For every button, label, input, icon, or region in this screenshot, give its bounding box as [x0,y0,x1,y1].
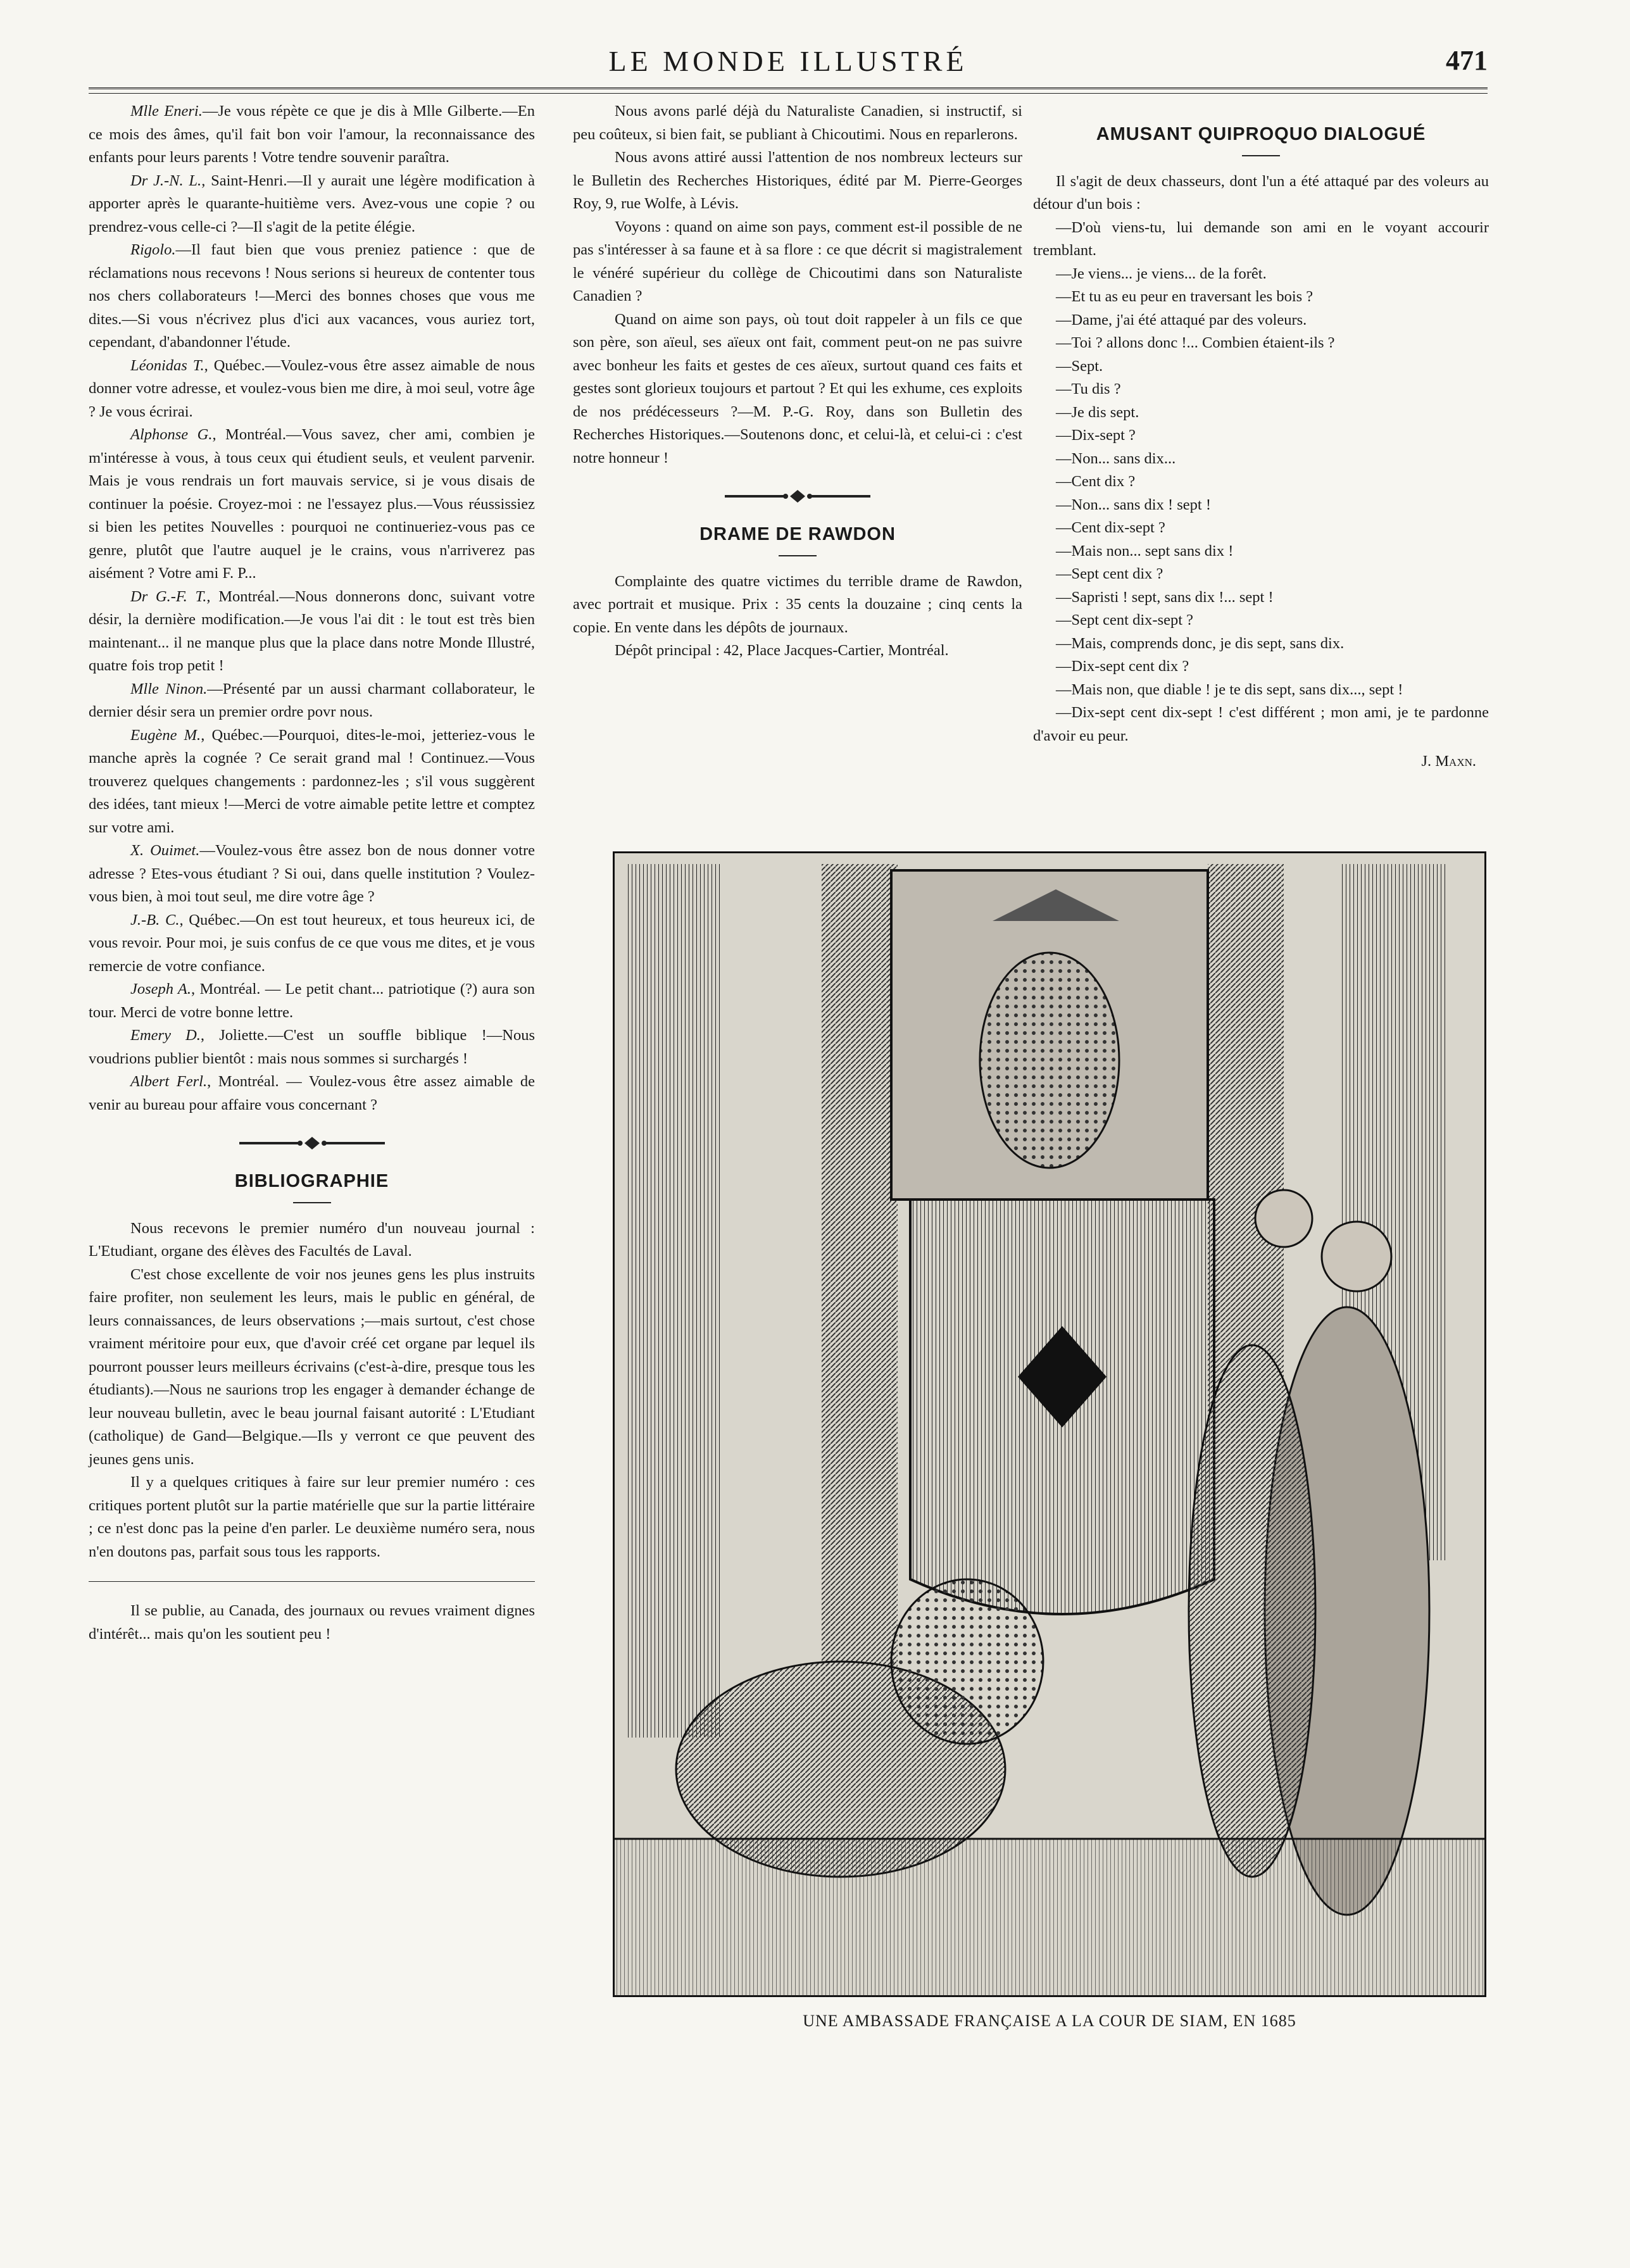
dialog-line: —Cent dix-sept ? [1056,519,1165,536]
dialog-line: —Tu dis ? [1056,380,1121,398]
dialog-line: —Sept cent dix-sept ? [1056,611,1194,629]
closing-paragraph: Il se publie, au Canada, des journaux ou revues vraiment dignes d'intérêt... mais qu'on les soutient peu ! [89,1602,535,1643]
correspondence-text: —Présenté par un aussi charmant collaborateur, le dernier désir sera un premier ordre povr nous. [89,680,535,720]
dialog-line: —Mais non... sept sans dix ! [1056,542,1234,560]
correspondent-name: Léonidas T. [130,356,204,374]
separator-rule [89,1581,535,1582]
correspondence-entry [89,1024,535,1070]
drame-paragraph: Complainte des quatre victimes du terrible drame de Rawdon, avec portrait et musique. Prix : 35 cents la douzaine ; cinq cents la copie. En vente dans les dépôts de journaux. [573,572,1022,636]
bibliography-title: BIBLIOGRAPHIE [234,1171,389,1191]
dialog-line: —Non... sans dix... [1056,449,1176,467]
correspondence-entry [89,100,535,170]
correspondent-name: Alphonse G. [130,426,213,443]
correspondence-text: —Je vous répète ce que je dis à Mlle Gilberte.—En ce mois des âmes, qu'il fait bon voir l'amour, la reconnaissance des enfants pour leurs parents ! Votre tendre souvenir paraîtra. [89,103,536,166]
title-rule [779,555,817,556]
correspondence-text: , Québec.—Voulez-vous être assez aimable de nous donner votre adresse, et voulez-vous bien me dire, à moi seul, votre âge ? Je vous écrirai. [89,356,535,420]
dialog-line: —Je dis sept. [1056,403,1139,421]
column-left [89,100,535,1646]
bibliography-paragraph: Il y a quelques critiques à faire sur leur premier numéro : ces critiques portent plutôt sur la partie matérielle que sur la partie littéraire ; ce n'est donc pas la peine d'en parler. Le deuxième numéro sera, nous n'en doutons pas, parfait sous tous les rapports. [89,1474,535,1560]
correspondent-name: J.-B. C. [130,911,180,929]
correspondence-text: , Montréal.—Nous donnerons donc, suivant votre désir, la dernière modification.—Je vous l'ai dit : le tout est très bien maintenant... il ne manque plus que la place dans notre Monde Illustré, quatre fois trop petit ! [89,587,535,674]
correspondence-entry [89,724,535,840]
dialog-intro: Il s'agit de deux chasseurs, dont l'un a été attaqué par des voleurs au détour d'un bois : [1033,172,1489,213]
correspondence-entry [89,423,535,586]
page-number: 471 [1446,45,1488,76]
dialog-lines [1033,216,1489,748]
dialog-line: —Dame, j'ai été attaqué par des voleurs. [1056,311,1307,329]
dialog-line: —Dix-sept ? [1056,427,1136,444]
correspondence-entry [89,839,535,909]
correspondent-name: Dr G.-F. T. [130,587,207,605]
correspondent-name: Eugène M. [130,726,201,744]
dialog-line: —Sept. [1056,357,1103,375]
correspondence-text: , Montréal. — Le petit chant... patriotique (?) aura son tour. Merci de votre bonne lettre. [89,981,535,1021]
ornament-divider [725,489,870,504]
dialog-line: —Sept cent dix ? [1056,565,1163,582]
correspondence-entry [89,978,535,1024]
dialog-line: —Toi ? allons donc !... Combien étaient-ils ? [1056,334,1335,351]
bibliography-paragraph: Nous recevons le premier numéro d'un nouveau journal : L'Etudiant, organe des élèves des Facultés de Laval. [89,1219,535,1260]
correspondence-text: , Québec.—On est tout heureux, et tous heureux ici, de vous revoir. Pour moi, je suis confus de ce que vous me dites, et je vous remercie de votre confiance. [89,911,536,975]
title-rule [293,1202,331,1203]
quiproquo-title: AMUSANT QUIPROQUO DIALOGUÉ [1096,124,1426,144]
correspondence-entry [89,909,535,979]
dialog-line: —Non... sans dix ! sept ! [1056,496,1211,513]
dialog-line: —Dix-sept cent dix-sept ! c'est différent ; mon ami, je te pardonne d'avoir eu peur. [1033,704,1489,744]
correspondence-text: , Joliette.—C'est un souffle biblique !—Nous voudrions publier bientôt : mais nous sommes si surchargés ! [89,1027,535,1067]
correspondent-name: X. Ouimet. [130,842,200,859]
dialog-line: —D'où viens-tu, lui demande son ami en le voyant accourir tremblant. [1033,218,1489,259]
correspondence-text: —Voulez-vous être assez bon de nous donner votre adresse ? Etes-vous étudiant ? Si oui, dans quelle institution ? Voulez-vous bien, à moi tout seul, me dire votre âge ? [89,842,535,905]
correspondence-entry [89,170,535,239]
title-rule [1242,155,1280,156]
correspondent-name: Emery D. [130,1027,201,1044]
correspondence-text: , Saint-Henri.—Il y aurait une légère modification à apporter après le quarante-huitième vers. Avez-vous une copie ? ou prendrez-vous celle-ci ?—Il s'agit de la petite élégie. [89,172,536,235]
masthead-rule [89,87,1488,94]
ornament-divider [239,1136,385,1151]
dialog-line: —Mais non, que diable ! je te dis sept, sans dix..., sept ! [1056,680,1403,698]
bibliography-paragraph: C'est chose excellente de voir nos jeunes gens les plus instruits faire profiter, non seulement les leurs, mais le public en général, de leurs connaissances, de leurs observations ;—mais surtout, c'est chose vraiment méritoire pour eux, que d'avoir créé cet organe par lequel ils pourront pousser leurs meilleurs écrivains (c'est-à-dire, presque tous les étudiants).—Nous ne saurions trop les engager à demander échange de leur nouveau bulletin, avec le beau journal faisant autorité : L'Etudiant (catholique) de Gand—Belgique.—Ils y verront ce que peuvent des jeunes gens unis. [89,1265,535,1468]
correspondent-name: Joseph A. [130,981,192,998]
article-paragraph: Nous avons attiré aussi l'attention de nos nombreux lecteurs sur le Bulletin des Recherches Historiques, édité par M. Pierre-Georges Roy, 9, rue Wolfe, à Lévis. [573,149,1022,212]
figure-caption: UNE AMBASSADE FRANÇAISE A LA COUR DE SIAM, EN 1685 [803,2012,1296,2030]
dialog-line: —Et tu as eu peur en traversant les bois ? [1056,288,1313,305]
column-right [1033,100,1489,774]
newspaper-title: LE MONDE ILLUSTRÉ [608,45,968,77]
correspondent-name: Rigolo. [130,241,176,258]
article-paragraph: Voyons : quand on aime son pays, comment est-il possible de ne pas s'intéresser à sa faune et à sa flore : ce que décrit si magistralement le vénéré supérieur du collège de Chicoutimi dans son Naturaliste Canadien ? [573,218,1022,304]
correspondence-text: , Québec.—Pourquoi, dites-le-moi, jetteriez-vous le manche après la cognée ? Ce serait grand mal ! Continuez.—Vous trouverez quelques changements : pardonnez-les ; s'il vous suggèrent des idées, tant mieux !—Merci de votre aimable petite lettre et comptez sur votre ami. [89,726,535,836]
correspondence-text: , Montréal. — Voulez-vous être assez aimable de venir au bureau pour affaire vous concernant ? [89,1073,535,1113]
correspondence-entry [89,354,535,424]
masthead [89,44,1488,90]
correspondent-name: Dr J.-N. L. [130,172,202,189]
dialog-line: —Dix-sept cent dix ? [1056,658,1189,675]
article-paragraph: Quand on aime son pays, où tout doit rappeler à un fils ce que son père, son aïeul, ses aïeux ont fait, comment peut-on ne pas suivre avec bonheur les faits et gestes de ces aïeux, surtout quand ces faits et gestes sont glorieux toujours et partout ? Et qui les exhume, ces exploits de nos prédécesseurs ?—M. P.-G. Roy, dans son Bulletin des Recherches Historiques.—Soutenons donc, et celui-là, et celui-ci : c'est notre honneur ! [573,310,1022,467]
correspondence-text: , Montréal.—Vous savez, cher ami, combien je m'intéresse à vous, à tous ceux qui étudient seuls, et veulent parvenir. Mais je vous rendrais un fort mauvais service, si je vous disais de continuer la poésie. Croyez-moi : ne l'essayez plus.—Vous réussissiez si bien les petites Nouvelles : pourquoi ne continueriez-vous pas ce genre, plutôt que l'autre auquel je le crains, vous n'arriverez pas aisément ? Votre ami F. P... [89,426,535,582]
correspondence-entry [89,678,535,724]
column-middle [573,100,1022,663]
correspondence-entry [89,586,535,678]
correspondent-name: Mlle Eneri. [130,103,203,120]
dialog-line: —Je viens... je viens... de la forêt. [1056,265,1267,282]
signature: J. Maxn. [1421,753,1476,770]
correspondence-entry [89,1070,535,1117]
engraving-illustration [613,851,1486,1997]
dialog-line: —Sapristi ! sept, sans dix !... sept ! [1056,588,1274,606]
drame-paragraph: Dépôt principal : 42, Place Jacques-Cartier, Montréal. [615,642,949,659]
correspondent-name: Albert Ferl. [130,1073,208,1090]
correspondent-name: Mlle Ninon. [130,680,208,698]
dialog-line: —Cent dix ? [1056,473,1136,490]
correspondence-text: —Il faut bien que vous preniez patience : que de réclamations nous recevons ! Nous serions si heureux de contenter tous nos chers collaborateurs !—Merci des bonnes choses que vous me dites.—Si vous n'écrivez plus d'ici aux vacances, vous auriez tort, cependant, d'abandonner l'étude. [89,241,535,351]
drame-title: DRAME DE RAWDON [699,524,896,544]
correspondence-entry [89,239,535,354]
article-paragraph: Nous avons parlé déjà du Naturaliste Canadien, si instructif, si peu coûteux, si bien fait, se publiant à Chicoutimi. Nous en reparlerons. [573,103,1022,143]
dialog-line: —Mais, comprends donc, je dis sept, sans dix. [1056,634,1345,652]
correspondence-list [89,100,535,1117]
